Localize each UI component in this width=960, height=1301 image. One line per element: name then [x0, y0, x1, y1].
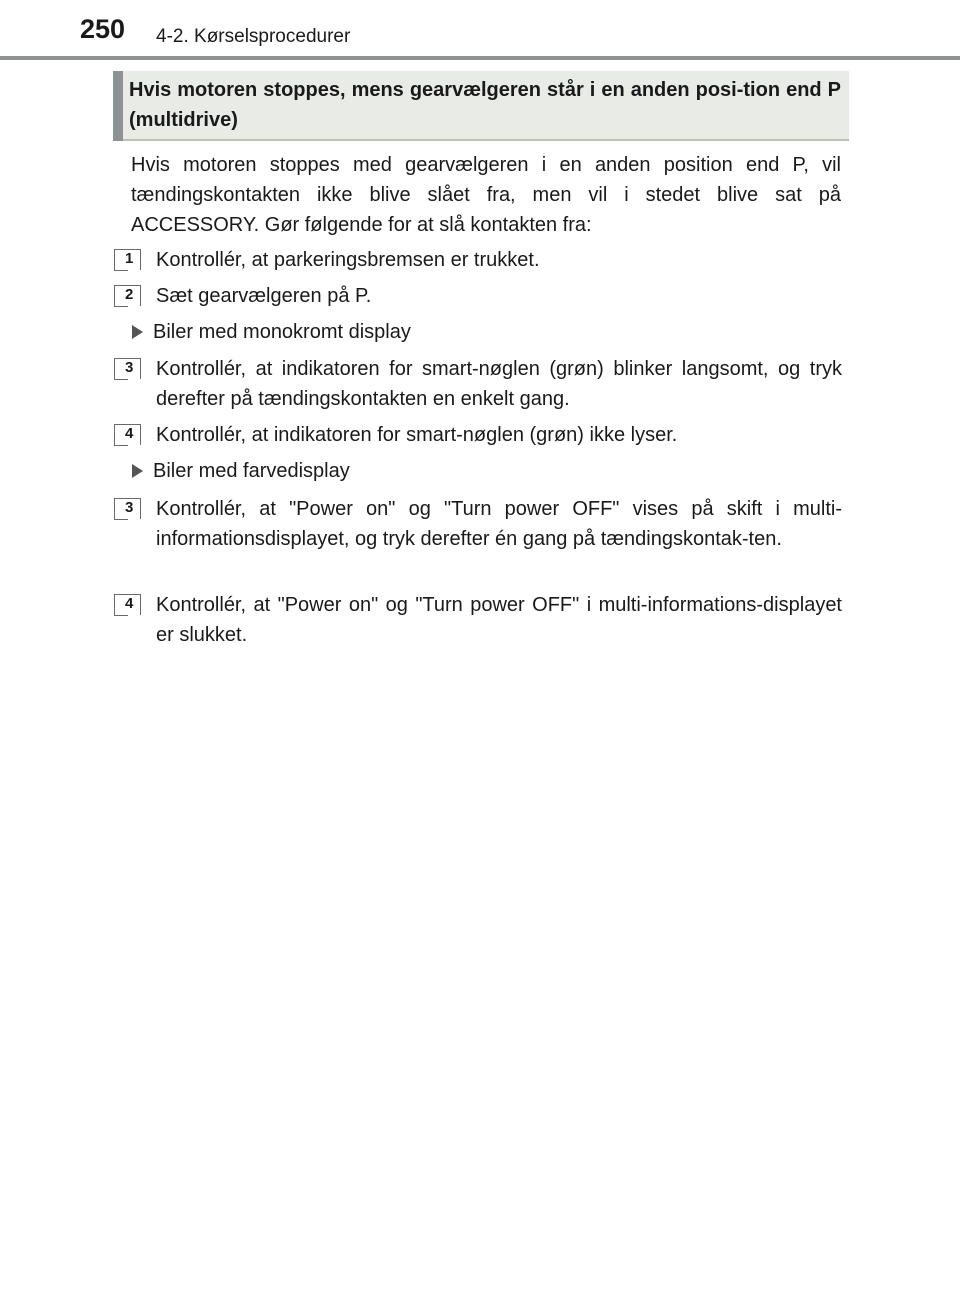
subheading-label: Biler med monokromt display	[153, 321, 411, 343]
step-text: Kontrollér, at "Power on" og "Turn power OFF" vises på skift i multi-informationsdisplayet, og tryk derefter én gang på tændingskontak-ten.	[156, 498, 842, 550]
step-number-box-icon: 2	[114, 285, 141, 307]
step-text: Kontrollér, at indikatoren for smart-nøglen (grøn) ikke lyser.	[156, 424, 678, 446]
subheading-mono	[132, 317, 832, 347]
subheading-color	[132, 456, 832, 486]
page-number: 250	[80, 14, 126, 44]
section-title: Hvis motoren stoppes, mens gearvælgeren står i en anden posi-tion end P (multidrive)	[129, 79, 841, 131]
triangle-right-icon	[132, 464, 143, 478]
step-text: Kontrollér, at "Power on" og "Turn power OFF" i multi-informations-displayet er slukket.	[156, 594, 842, 646]
step-number-box-icon: 1	[114, 249, 141, 271]
intro-paragraph: Hvis motoren stoppes med gearvælgeren i en anden position end P, vil tændingskontakten ikke blive slået fra, men vil i stedet blive sat på ACCESSORY. Gør følgende for at slå kontakten fra:	[131, 154, 841, 236]
step-text: Kontrollér, at indikatoren for smart-nøglen (grøn) blinker langsomt, og tryk derefter på tændingskontakten en enkelt gang.	[156, 358, 842, 410]
step-number-box-icon: 3	[114, 498, 141, 520]
step-number-box-icon: 4	[114, 594, 141, 616]
section-heading-bar	[113, 71, 123, 141]
chapter-title: 4-2. Kørselsprocedurer	[156, 26, 351, 47]
step-text: Sæt gearvælgeren på P.	[156, 285, 372, 307]
section-heading-box	[113, 71, 849, 141]
step-text: Kontrollér, at parkeringsbremsen er trukket.	[156, 249, 540, 271]
subheading-label: Biler med farvedisplay	[153, 460, 350, 482]
triangle-right-icon	[132, 325, 143, 339]
step-number-box-icon: 4	[114, 424, 141, 446]
header-rule	[0, 56, 960, 60]
step-number-box-icon: 3	[114, 358, 141, 380]
